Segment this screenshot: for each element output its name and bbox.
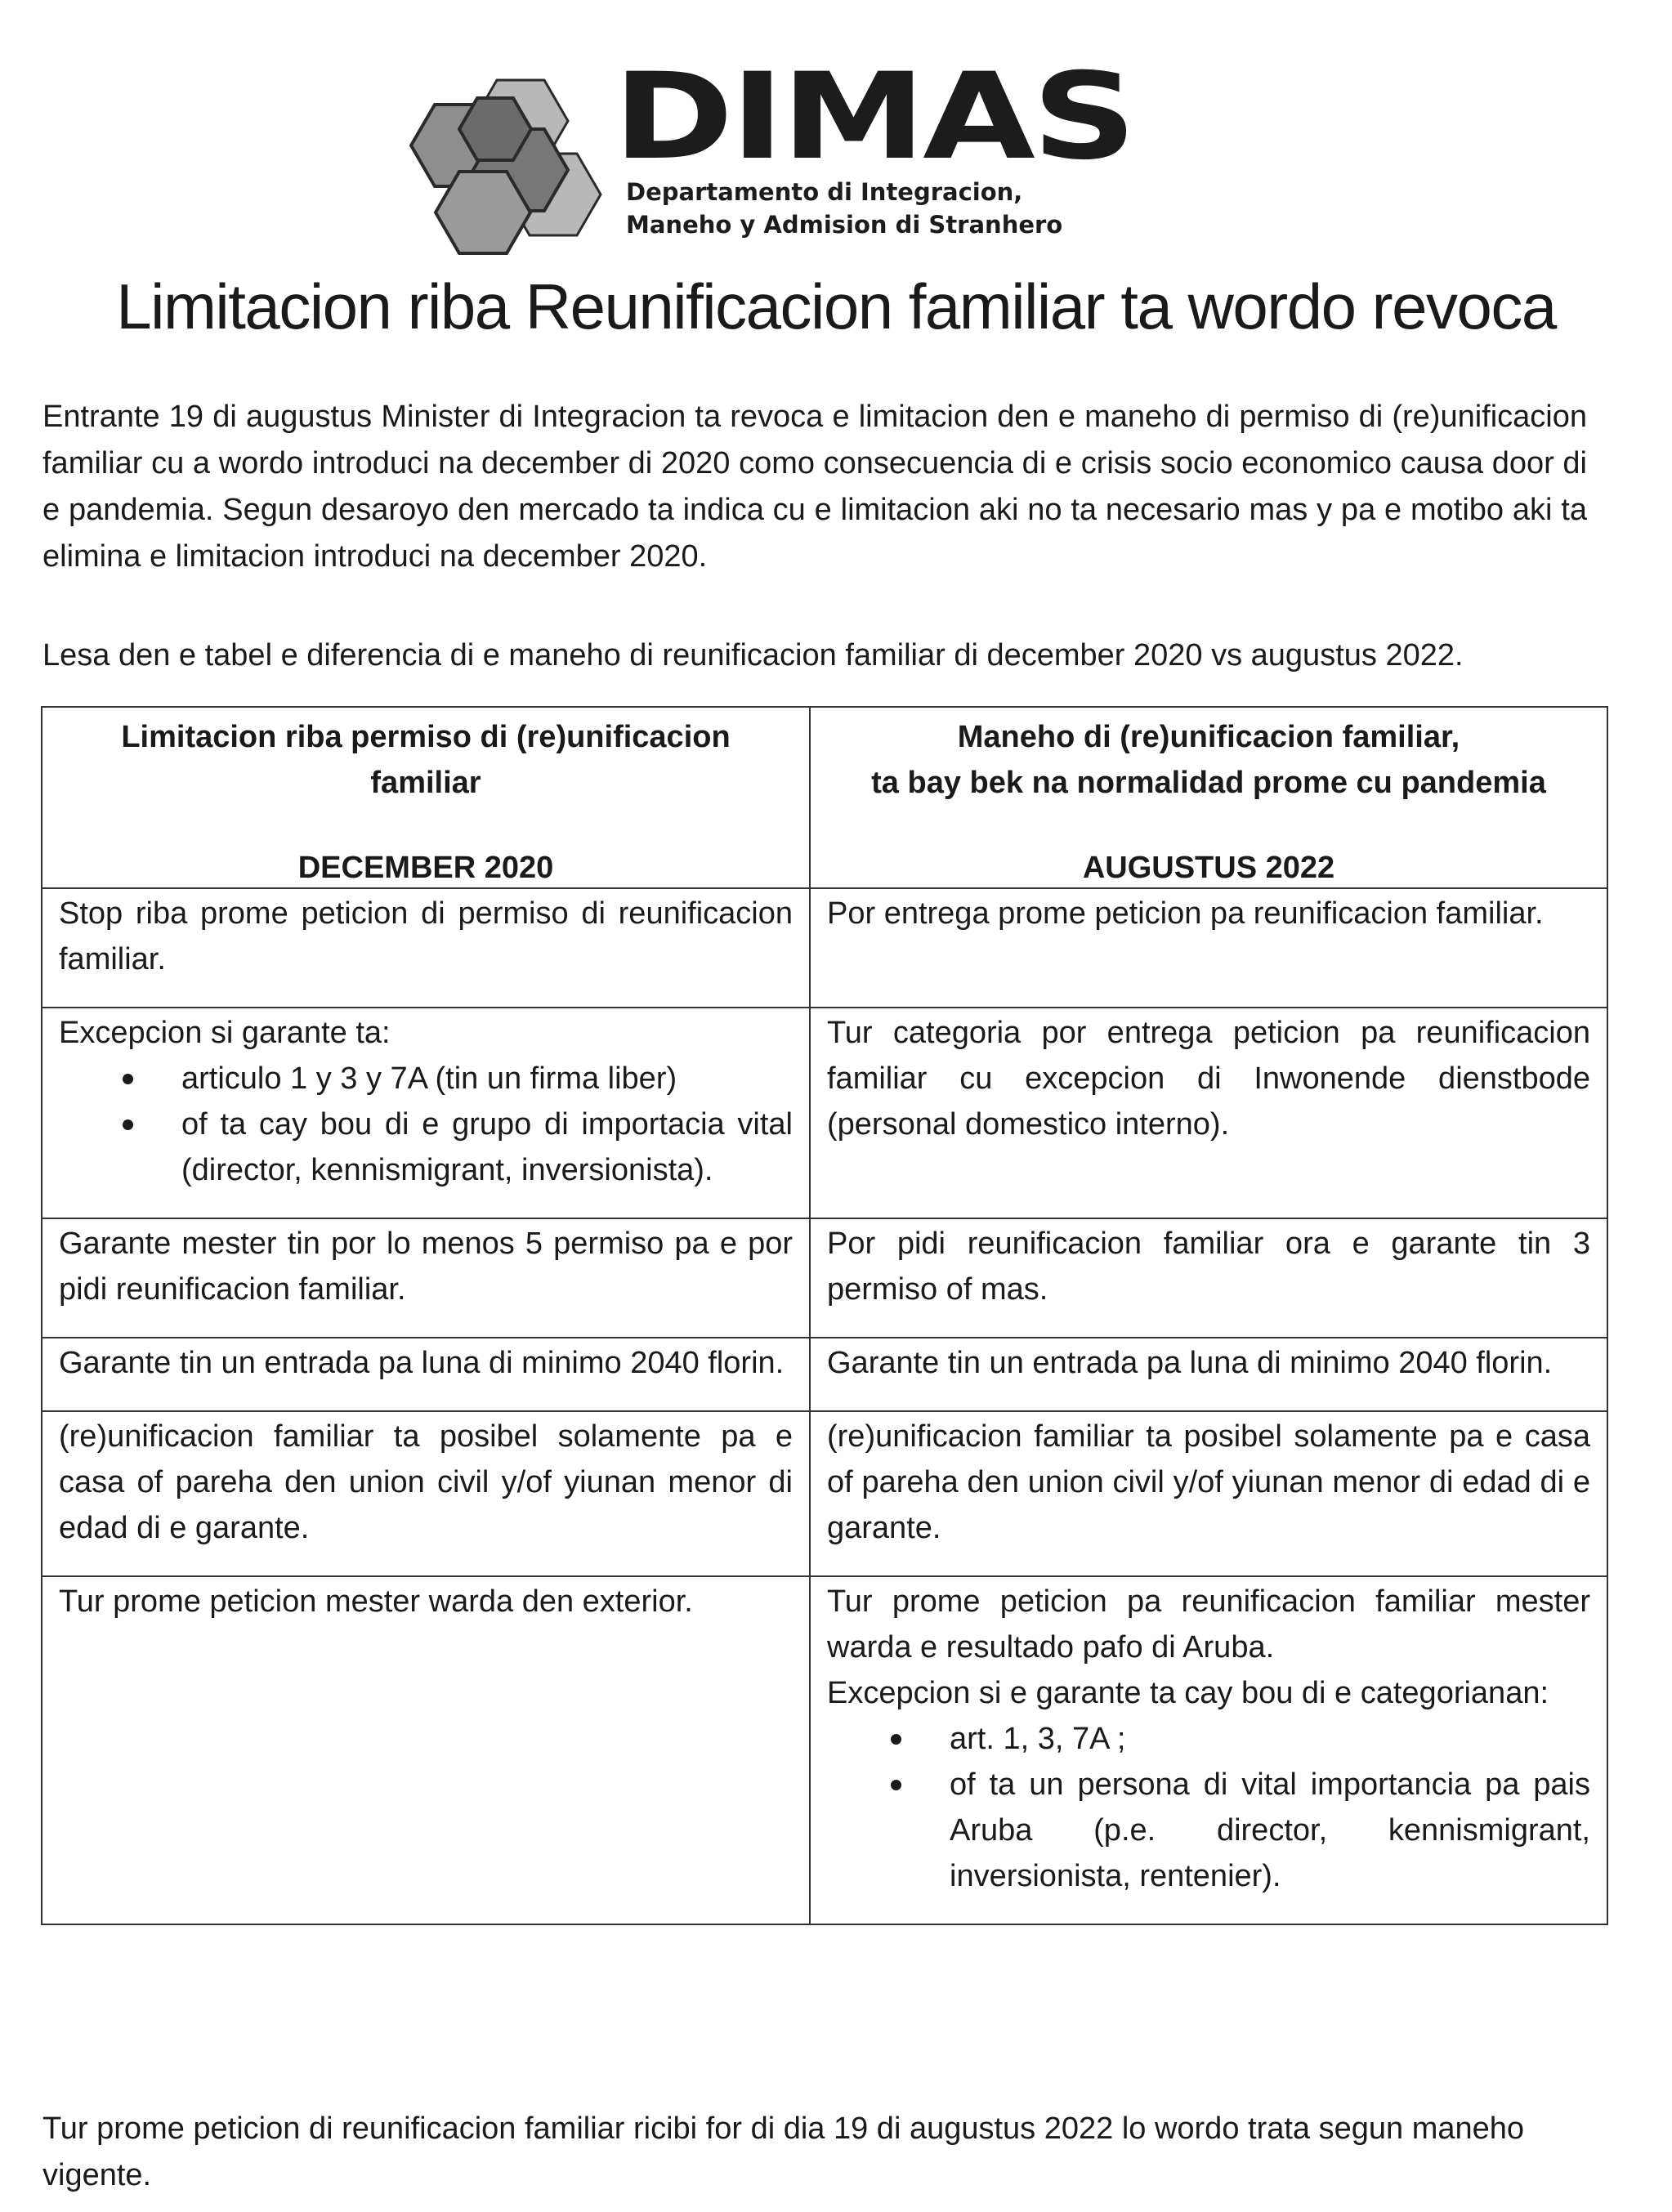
table-row [42,1218,1607,1338]
exception-intro: Excepcion si garante ta: [59,1016,391,1050]
table-cell-left: Tur prome peticion mester warda den exterior. [42,1576,810,1924]
page-title: Limitacion riba Reunificacion familiar ta wordo revoca [116,270,1556,342]
list-item: of ta un persona di vital importancia pa pais Aruba (p.e. director, kennismigrant, inversionista, rentenier). [950,1762,1590,1899]
table-row [42,1338,1607,1411]
header-augustus-2022 [810,707,1607,888]
footer-note: Tur prome peticion di reunificacion familiar ricibi for di dia 19 di augustus 2022 lo wordo trata segun maneho vigente. [42,2111,1525,2192]
header-date: DECEMBER 2020 [297,851,554,885]
header-december-2020 [42,707,810,888]
table-cell-right: (re)unificacion familiar ta posibel solamente pa e casa of pareha den union civil y/of yiunan menor di edad di e garante. [810,1411,1607,1576]
exception-list [59,1056,793,1193]
logo-subtitle-line1: Departamento di Integracion, [626,178,1023,206]
comparison-table [41,706,1608,1925]
header-title-line2: familiar [370,766,481,800]
table-cell-left: Garante tin un entrada pa luna di minimo 2040 florin. [42,1338,810,1411]
table-row [42,888,1607,1008]
table-cell-left: Stop riba prome peticion di permiso di reunificacion familiar. [42,888,810,1008]
cell-paragraph: Tur prome peticion pa reunificacion familiar mester warda e resultado pafo di Aruba. [827,1584,1590,1665]
header-title-line1: Limitacion riba permiso di (re)unificacion [121,720,731,754]
table-lead-text: Lesa den e tabel e diferencia di e maneho di reunificacion familiar di december 2020 vs augustus 2022. [42,638,1464,673]
logo-wordmark: DIMAS [613,47,1134,186]
table-row [42,1411,1607,1576]
dimas-logo [399,47,1134,258]
table-row [42,1008,1607,1218]
list-item: of ta cay bou di e grupo di importacia vital (director, kennismigrant, inversionista). [181,1102,793,1193]
table-header-row [42,707,1607,888]
table-cell-left [42,1008,810,1218]
exception-list [827,1716,1590,1899]
table-cell-left: Garante mester tin por lo menos 5 permiso pa e por pidi reunificacion familiar. [42,1218,810,1338]
table-cell-left: (re)unificacion familiar ta posibel solamente pa e casa of pareha den union civil y/of yiunan menor di edad di e garante. [42,1411,810,1576]
header-title-line1: Maneho di (re)unificacion familiar, [957,720,1460,754]
intro-paragraph: Entrante 19 di augustus Minister di Integracion ta revoca e limitacion den e maneho di permiso di (re)unificacion familiar cu a wordo introduci na december di 2020 como consecuencia di e crisis socio economico causa door di e pandemia. Segun desaroyo den mercado ta indica cu e limitacion aki no ta necesario mas y pa e motibo aki ta elimina e limitacion introduci na december 2020. [42,400,1587,574]
table-row [42,1576,1607,1924]
table-cell-right: Por entrega prome peticion pa reunificacion familiar. [810,888,1607,1008]
logo-subtitle-line2: Maneho y Admision di Stranhero [626,211,1063,239]
list-item: articulo 1 y 3 y 7A (tin un firma liber) [181,1056,793,1102]
cell-paragraph: Excepcion si e garante ta cay bou di e categorianan: [827,1676,1549,1710]
table-cell-right: Por pidi reunificacion familiar ora e garante tin 3 permiso of mas. [810,1218,1607,1338]
header-title-line2: ta bay bek na normalidad prome cu pandemia [871,766,1546,800]
list-item: art. 1, 3, 7A ; [950,1716,1590,1762]
table-cell-right: Garante tin un entrada pa luna di minimo 2040 florin. [810,1338,1607,1411]
table-cell-right [810,1576,1607,1924]
table-cell-right: Tur categoria por entrega peticion pa reunificacion familiar cu excepcion di Inwonende dienstbode (personal domestico interno). [810,1008,1607,1218]
honeycomb-logo-icon [399,62,619,258]
header-date: AUGUSTUS 2022 [1082,851,1335,885]
